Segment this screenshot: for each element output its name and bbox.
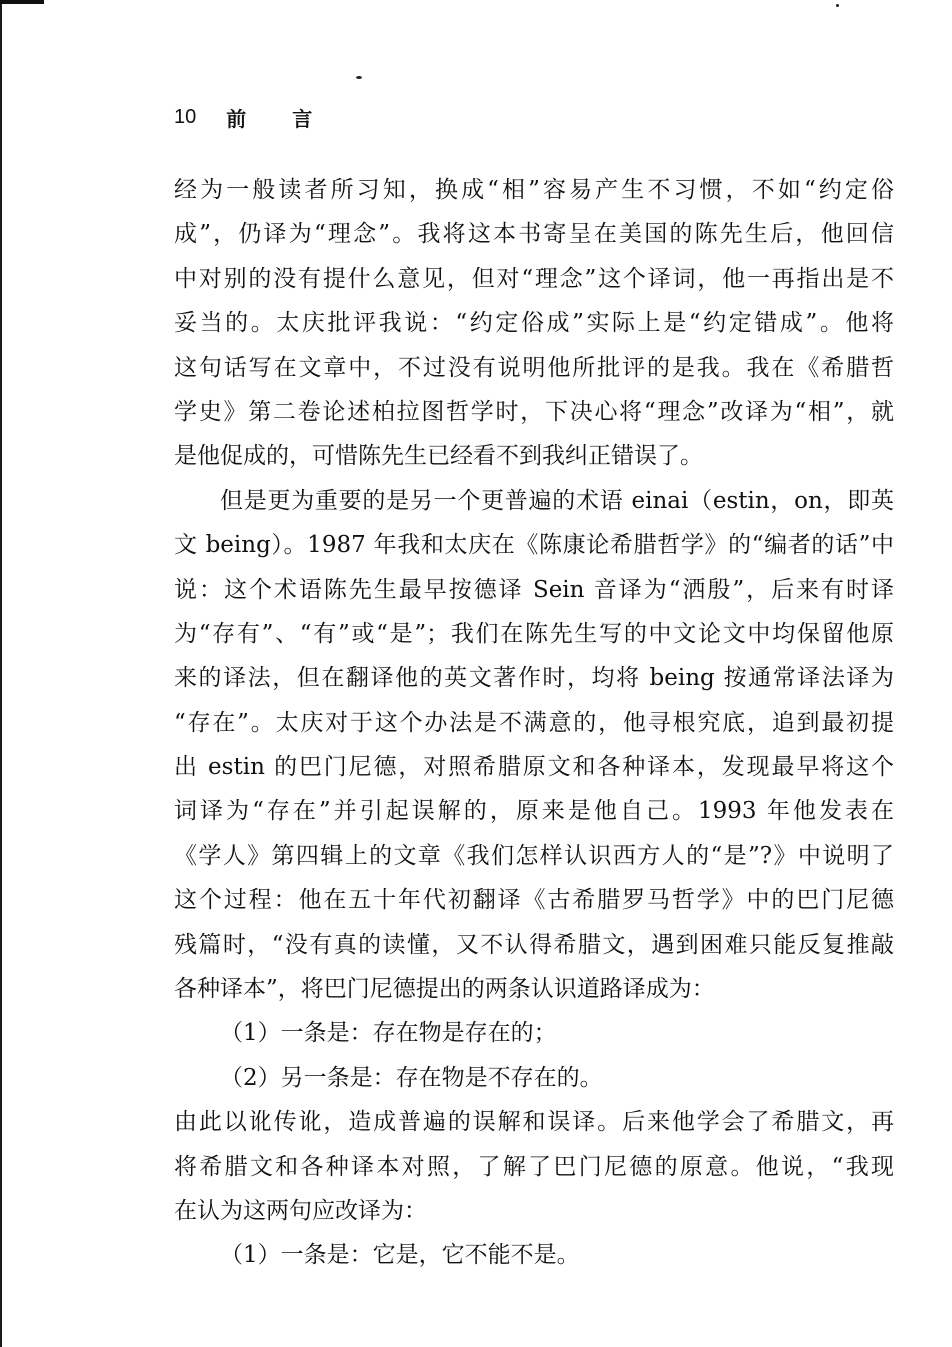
running-title-char-2: 言 [292, 106, 313, 131]
running-title-char-1: 前 [226, 106, 247, 131]
text-line: 为“存有”、“有”或“是”；我们在陈先生写的中文论文中均保留他原 [174, 620, 894, 647]
text-line: 说：这个术语陈先生最早按德译 Sein 音译为“洒殷”，后来有时译 [174, 576, 894, 603]
scan-mark-top [0, 0, 44, 4]
text-line: “存在”。太庆对于这个办法是不满意的，他寻根究底，追到最初提 [174, 709, 894, 736]
text-line: 《学人》第四辑上的文章《我们怎样认识西方人的“是”?》中说明了 [174, 842, 894, 869]
text-line: 这个过程：他在五十年代初翻译《古希腊罗马哲学》中的巴门尼德 [174, 887, 894, 914]
text-line: 学史》第二卷论述柏拉图哲学时，下决心将“理念”改译为“相”，就 [174, 398, 894, 425]
text-line: 词译为“存在”并引起误解的，原来是他自己。1993 年他发表在 [174, 798, 894, 825]
text-line: 文 being）。1987 年我和太庆在《陈康论希腊哲学》的“编者的话”中 [174, 532, 894, 559]
page-number: 10 [174, 105, 197, 128]
text-line: 是他促成的，可惜陈先生已经看不到我纠正错误了。 [174, 443, 703, 470]
text-line: 在认为这两句应改译为： [174, 1197, 427, 1224]
text-line: 中对别的没有提什么意见，但对“理念”这个译词，他一再指出是不 [174, 265, 894, 292]
text-line: 这句话写在文章中，不过没有说明他所批评的是我。我在《希腊哲 [174, 354, 894, 381]
text-line: 将希腊文和各种译本对照，了解了巴门尼德的原意。他说，“我现 [174, 1153, 894, 1180]
scan-edge-left [0, 0, 2, 1347]
scan-speck [836, 4, 839, 7]
text-line: 但是更为重要的是另一个更普遍的术语 einai（estin，on，即英 [220, 487, 894, 514]
text-line: 出 estin 的巴门尼德，对照希腊原文和各种译本，发现最早将这个 [174, 754, 894, 781]
text-line: 成”，仍译为“理念”。我将这本书寄呈在美国的陈先生后，他回信 [174, 221, 894, 248]
list-item-line: （1）一条是：它是，它不能不是。 [220, 1242, 580, 1269]
body-text [174, 168, 894, 1278]
list-item-line: （2）另一条是：存在物是不存在的。 [220, 1064, 603, 1091]
text-line: 残篇时，“没有真的读懂，又不认得希腊文，遇到困难只能反复推敲 [174, 931, 894, 958]
text-line: 由此以讹传讹，造成普遍的误解和误译。后来他学会了希腊文，再 [174, 1109, 894, 1136]
text-line: 妥当的。太庆批评我说：“约定俗成”实际上是“约定错成”。他将 [174, 310, 894, 337]
text-line: 经为一般读者所习知，换成“相”容易产生不习惯，不如“约定俗 [174, 177, 894, 203]
text-line: 来的译法，但在翻译他的英文著作时，均将 being 按通常译法译为 [174, 665, 894, 692]
scan-speck [356, 76, 362, 79]
page-header [174, 102, 358, 132]
text-line: 各种译本”，将巴门尼德提出的两条认识道路译成为： [174, 976, 715, 1003]
list-item-line: （1）一条是：存在物是存在的； [220, 1020, 557, 1047]
